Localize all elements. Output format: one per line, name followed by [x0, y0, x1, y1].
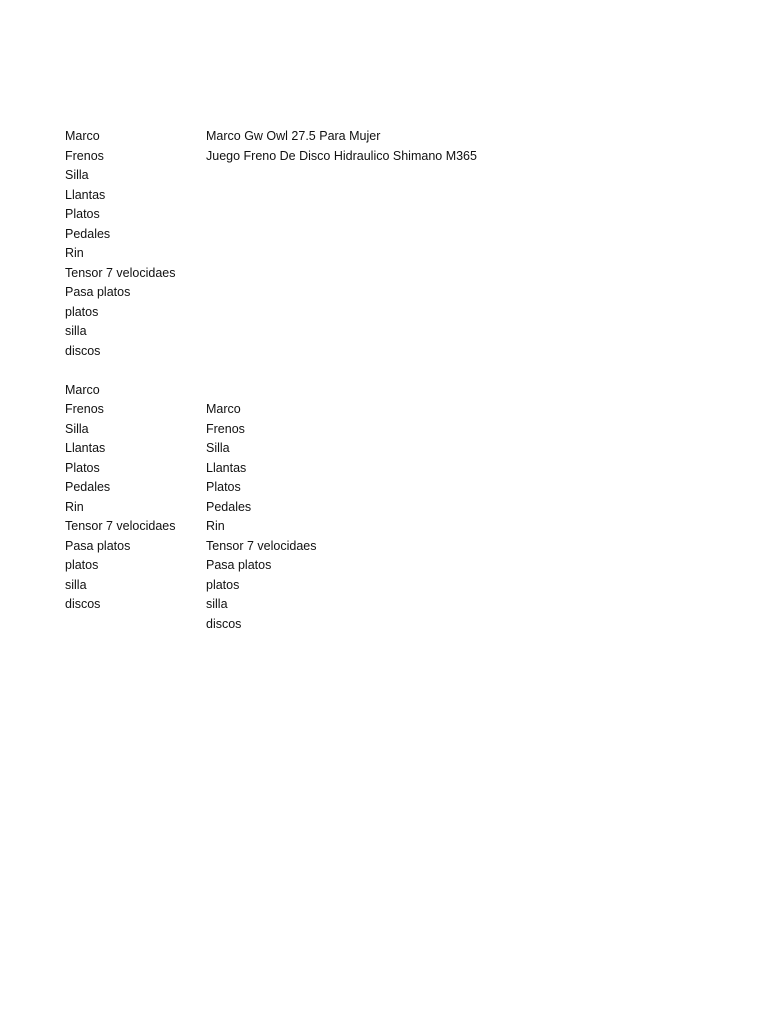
sheet-row — [65, 400, 725, 420]
cell-column-b: Silla — [206, 441, 230, 455]
cell-column-a: Rin — [65, 246, 84, 260]
sheet-row — [65, 381, 725, 401]
sheet-row — [65, 420, 725, 440]
sheet-row — [65, 517, 725, 537]
cell-column-a: discos — [65, 343, 101, 358]
cell-column-b — [206, 186, 706, 206]
cell-column-a: Tensor 7 velocidaes — [65, 519, 176, 533]
cell-column-a: Marco — [65, 129, 100, 143]
cell-column-a: Pasa platos — [65, 538, 131, 553]
cell-column-a: Llantas — [65, 187, 106, 202]
sheet-row — [65, 537, 725, 557]
cell-column-a: Frenos — [65, 402, 104, 416]
sheet-row — [65, 439, 725, 459]
sheet-row — [65, 225, 725, 245]
cell-column-a: Pedales — [65, 226, 111, 241]
cell-column-b: platos — [206, 577, 240, 592]
sheet-row — [65, 264, 725, 284]
cell-column-a: silla — [65, 324, 87, 338]
cell-column-b — [206, 264, 706, 284]
sheet-row — [65, 205, 725, 225]
cell-column-b: Pedales — [206, 499, 252, 514]
cell-column-a: Llantas — [65, 441, 106, 455]
cell-column-b: Pasa platos — [206, 558, 272, 572]
sheet-row — [65, 283, 725, 303]
sheet-row — [65, 127, 725, 147]
sheet-row — [65, 147, 725, 167]
cell-column-b: Frenos — [206, 421, 245, 436]
spreadsheet-page — [65, 127, 725, 634]
cell-column-a: Pasa platos — [65, 285, 131, 299]
cell-column-b — [206, 303, 706, 323]
cell-column-b: Tensor 7 velocidaes — [206, 538, 317, 553]
cell-column-a: silla — [65, 577, 87, 592]
cell-column-b — [206, 342, 706, 362]
sheet-row — [65, 595, 725, 615]
cell-column-a: Frenos — [65, 148, 104, 163]
cell-column-b: discos — [206, 616, 242, 631]
cell-column-a: Tensor 7 velocidaes — [65, 265, 176, 280]
cell-column-b — [206, 205, 706, 225]
sheet-row — [65, 303, 725, 323]
sheet-row — [65, 556, 725, 576]
sheet-row — [65, 459, 725, 479]
cell-column-a: Silla — [65, 168, 89, 182]
cell-column-b: Rin — [206, 519, 225, 533]
cell-column-a: Silla — [65, 421, 89, 436]
cell-column-a: Marco — [65, 382, 100, 397]
cell-column-a: Rin — [65, 499, 84, 514]
cell-column-a — [65, 615, 206, 635]
cell-column-b: Platos — [206, 480, 241, 494]
sheet-row — [65, 498, 725, 518]
cell-column-b: Marco Gw Owl 27.5 Para Mujer — [206, 129, 381, 143]
cell-column-b — [206, 361, 706, 381]
cell-column-b — [206, 381, 706, 401]
cell-column-b: Juego Freno De Disco Hidraulico Shimano M365 — [206, 148, 477, 163]
cell-column-a: Platos — [65, 460, 100, 475]
sheet-row — [65, 478, 725, 498]
cell-column-b — [206, 322, 706, 342]
cell-column-b — [206, 225, 706, 245]
sheet-row — [65, 244, 725, 264]
sheet-row — [65, 166, 725, 186]
cell-column-a: Pedales — [65, 480, 111, 494]
sheet-row — [65, 342, 725, 362]
sheet-row — [65, 186, 725, 206]
sheet-row — [65, 361, 725, 381]
sheet-row — [65, 615, 725, 635]
cell-column-b — [206, 166, 706, 186]
cell-column-a: platos — [65, 558, 99, 572]
sheet-row — [65, 322, 725, 342]
cell-column-a — [65, 361, 206, 381]
cell-column-b: Llantas — [206, 460, 247, 475]
sheet-row — [65, 576, 725, 596]
cell-column-b: silla — [206, 597, 228, 611]
cell-column-b: Marco — [206, 402, 241, 416]
cell-column-a: Platos — [65, 207, 100, 221]
cell-column-b — [206, 244, 706, 264]
cell-column-a: discos — [65, 597, 101, 611]
cell-column-b — [206, 283, 706, 303]
cell-column-a: platos — [65, 304, 99, 319]
